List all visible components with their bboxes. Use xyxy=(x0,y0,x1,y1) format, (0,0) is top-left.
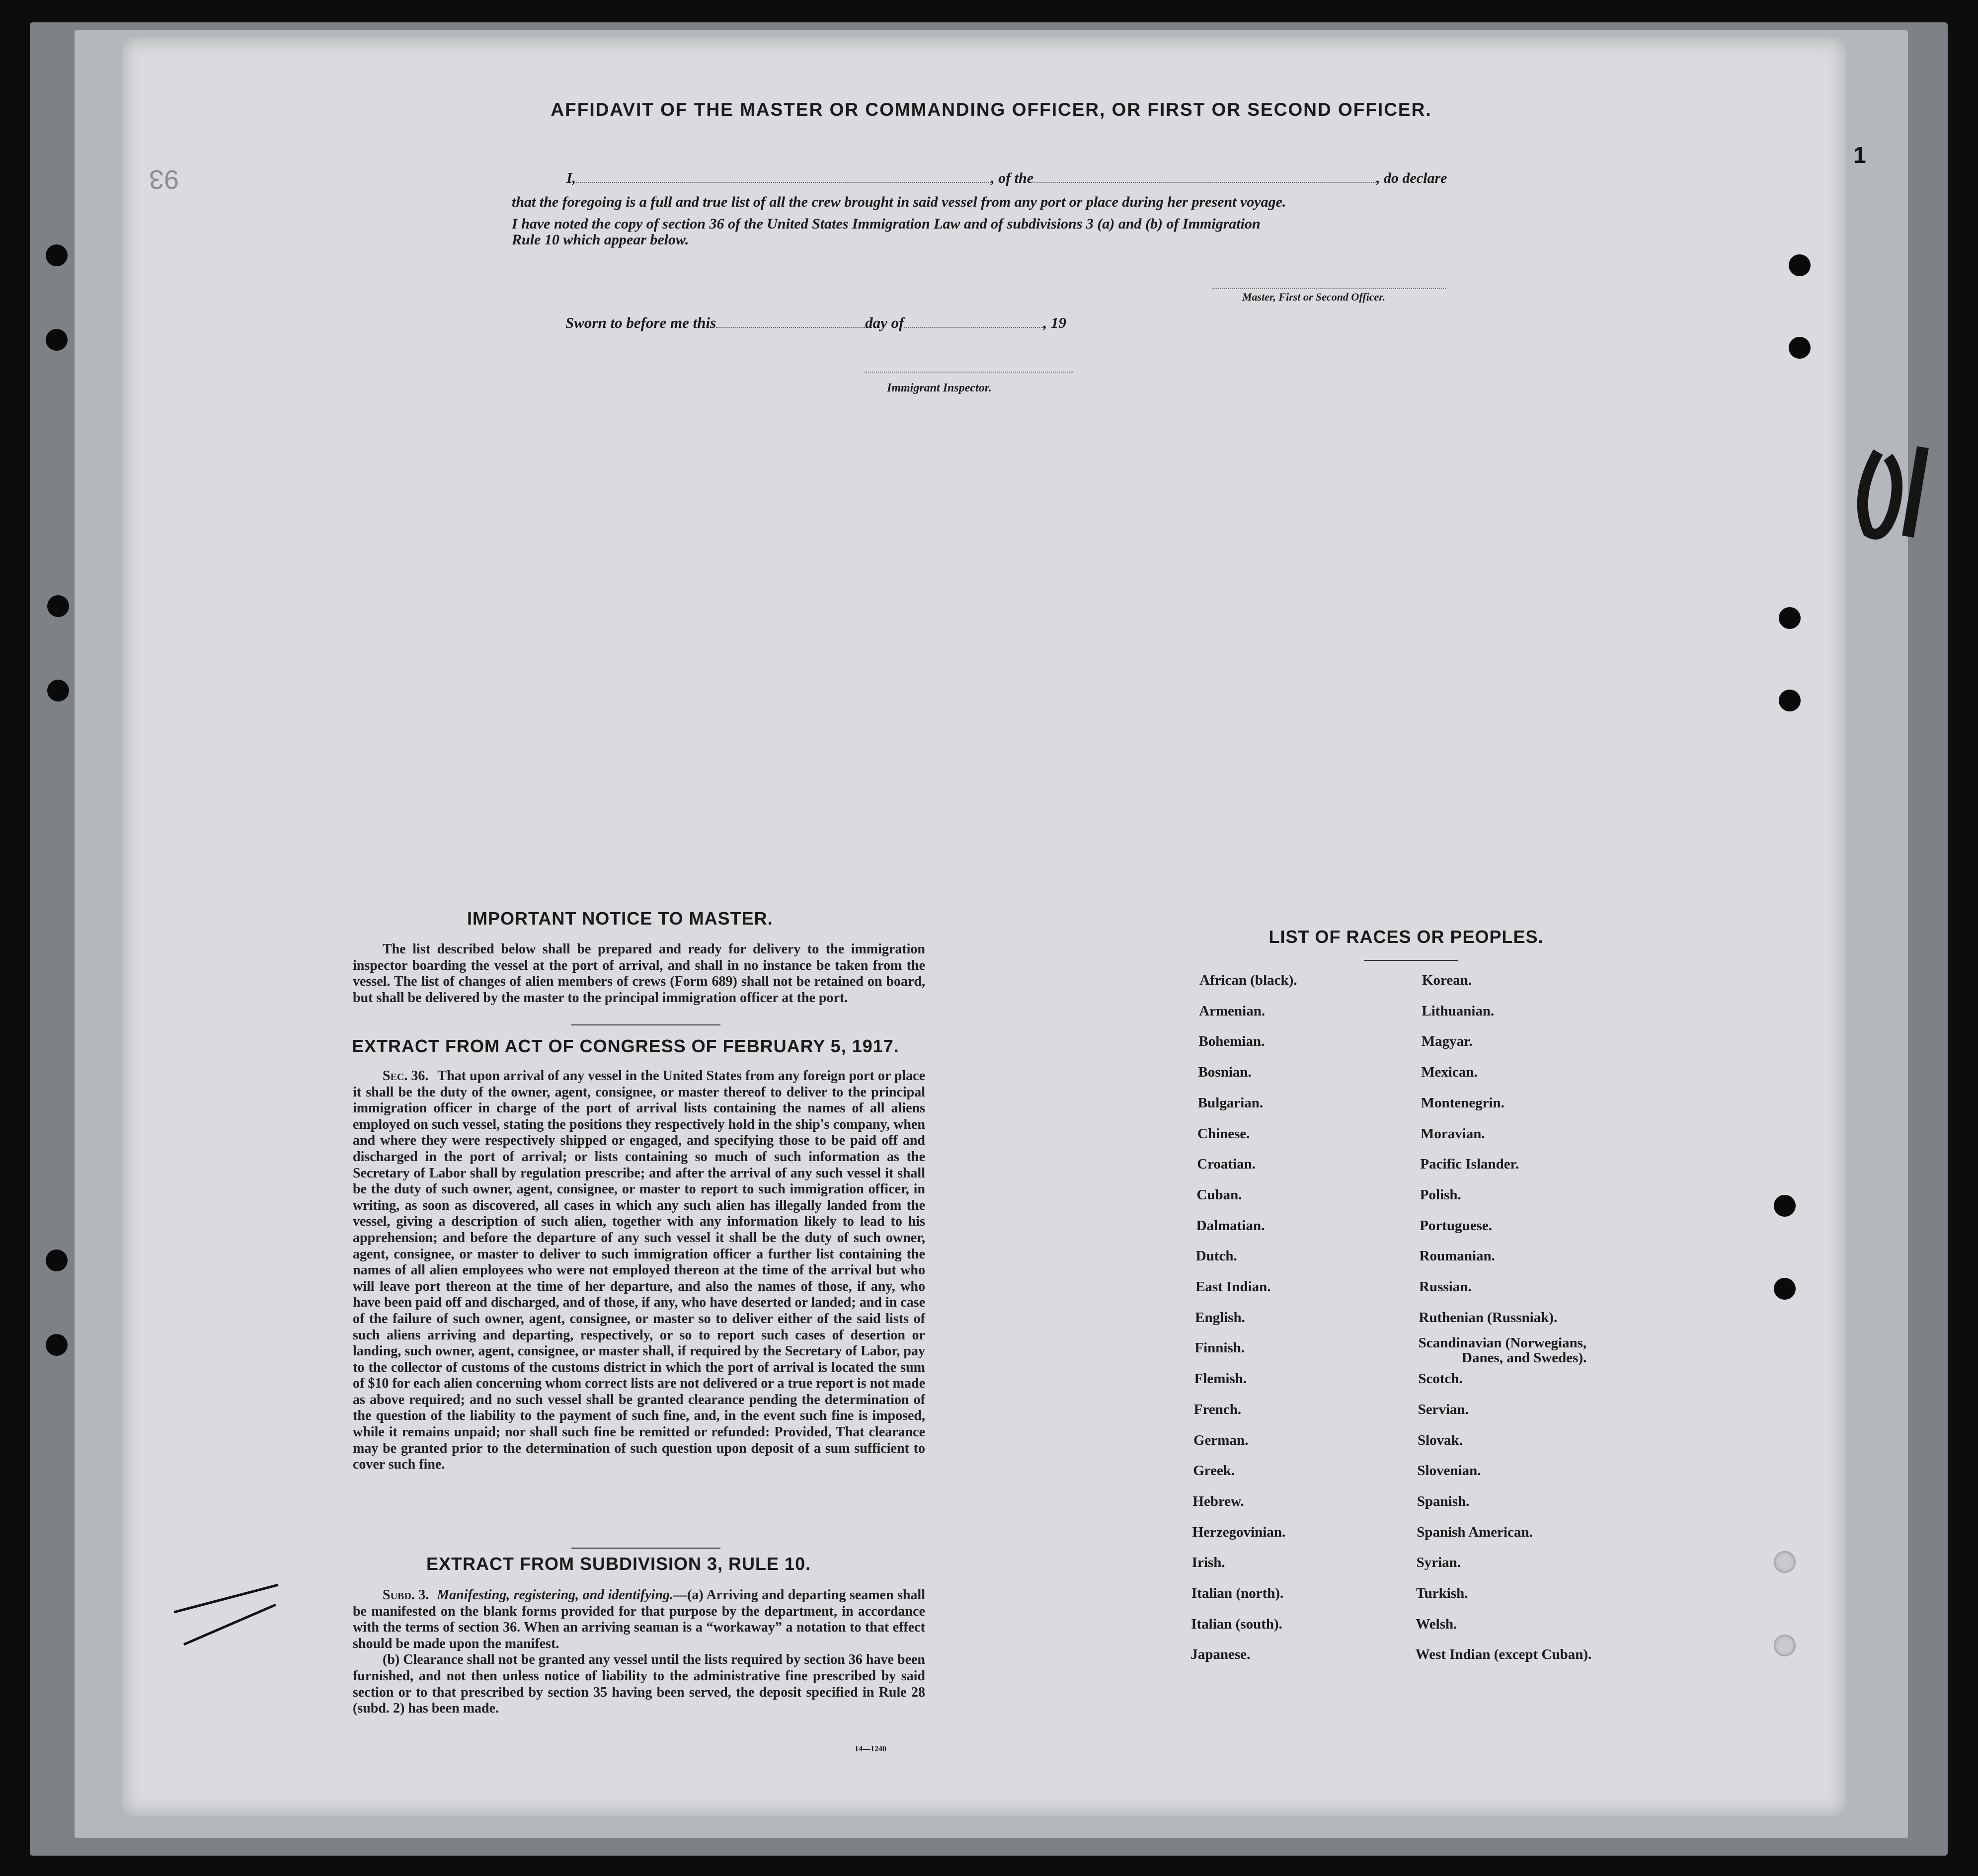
race-item: French. xyxy=(1193,1401,1242,1417)
race-item: African (black). xyxy=(1199,972,1297,988)
race-item: Slovenian. xyxy=(1417,1463,1481,1479)
binder-hole xyxy=(46,244,68,266)
race-item: Finnish. xyxy=(1194,1340,1245,1356)
race-item: Irish. xyxy=(1191,1555,1225,1571)
race-item: Syrian. xyxy=(1416,1555,1461,1571)
pen-strokes xyxy=(169,1575,288,1649)
inspector-signature-line[interactable] xyxy=(865,372,1073,373)
affidavit-line-2: that the foregoing is a full and true list of all the crew brought in said vessel from any port or place during her present voyage. xyxy=(512,194,1286,210)
race-item: Bulgarian. xyxy=(1197,1094,1264,1111)
day-blank[interactable] xyxy=(716,327,865,328)
affidavit-i: I, xyxy=(566,170,576,186)
affidavit-declaration-line xyxy=(566,170,1447,187)
binder-hole xyxy=(46,1250,68,1271)
race-item: Spanish. xyxy=(1417,1493,1470,1509)
race-item: Flemish. xyxy=(1194,1371,1247,1387)
race-item: Herzegovinian. xyxy=(1192,1524,1286,1540)
form-number: 14—1240 xyxy=(855,1745,886,1753)
race-item: Russian. xyxy=(1419,1279,1472,1295)
race-item-continuation: Danes, and Swedes). xyxy=(1462,1350,1587,1366)
race-item: Turkish. xyxy=(1416,1585,1468,1601)
race-item: Montenegrin. xyxy=(1421,1094,1504,1111)
race-item: Armenian. xyxy=(1199,1003,1266,1019)
race-item: English. xyxy=(1195,1309,1245,1326)
inspector-signature-label: Immigrant Inspector. xyxy=(887,382,992,394)
race-item: Dutch. xyxy=(1195,1248,1237,1264)
affidavit-title: AFFIDAVIT OF THE MASTER OR COMMANDING OFFICER, OR FIRST OR SECOND OFFICER. xyxy=(551,99,1432,120)
race-item: Pacific Islander. xyxy=(1420,1156,1519,1172)
act-text: That upon arrival of any vessel in the United States from any foreign port or place it shall be the duty of the owner, agent, consignee, or master thereof to deliver to the principal immigration officer in charge of the port of arrival lists containing the names of all aliens employed on such vessel, stating the positions they respectively hold in the ship's company, when and where they were respectively shipped or engaged, and specifying those to be paid off and discharged in the port of arrival; or lists containing so much of such information as the Secretary of Labor shall by regulation prescribe; and after the arrival of any such vessel it shall be the duty of such owner, agent, consignee, or master to report to such immigration officer, in writing, as soon as discovered, all cases in which any such alien has illegally landed from the vessel, giving a description of such alien, together with any information likely to lead to his apprehension; and before the departure of any such vessel it shall be the duty of such owner, agent, consignee, or master to deliver to such immigration officer a further list containing the names of all alien employees who were not employed thereon at the time of the arrival but who will leave port thereon at the time of her departure, and also the names of those, if any, who have been paid off and discharged, and of those, if any, who have deserted or landed; and in case of the failure of such owner, agent, consignee, or master so to deliver either of the said lists of such aliens arriving and departing, respectively, or so to report such cases of desertion or landing, such owner, agent, consignee, or master shall, if required by the Secretary of Labor, pay to the collector of customs of the customs district in which the port of arrival is located the sum of $10 for each alien concerning whom correct lists are not delivered or a true report is not made as above required; and no such vessel shall be granted clearance pending the determination of the question of the liability to the payment of such fine, and, in the event such fine is imposed, while it remains unpaid; nor shall such fine be remitted or refunded: Provided, That clearance may be granted prior to the determination of such question upon deposit of a sum sufficient to cover such fine. xyxy=(353,1068,926,1473)
race-item: Bohemian. xyxy=(1198,1033,1265,1050)
race-item: Welsh. xyxy=(1416,1616,1457,1632)
document-page xyxy=(122,37,1846,1816)
subd-label: Subd. 3. xyxy=(383,1587,429,1603)
race-item: Croatian. xyxy=(1197,1156,1256,1172)
name-blank[interactable] xyxy=(576,182,991,183)
notice-text: The list described below shall be prepared and ready for delivery to the immigration inspector boarding the vessel at the port of arrival, and shall in no instance be taken from the vessel. The list of changes of alien members of crews (Form 689) shall not be retained on board, but shall be delivered by the master to the principal immigration officer at the port. xyxy=(353,941,925,1006)
month-blank[interactable] xyxy=(904,327,1043,328)
binder-hole xyxy=(47,595,69,617)
race-item: Chinese. xyxy=(1197,1125,1250,1142)
race-item: Roumanian. xyxy=(1419,1248,1495,1264)
divider xyxy=(1364,960,1458,961)
race-item: Japanese. xyxy=(1190,1646,1251,1663)
notice-heading: IMPORTANT NOTICE TO MASTER. xyxy=(467,908,773,929)
rule-body xyxy=(353,1587,925,1717)
races-heading: LIST OF RACES OR PEOPLES. xyxy=(1268,927,1544,947)
master-signature-label: Master, First or Second Officer. xyxy=(1242,291,1386,303)
race-item: East Indian. xyxy=(1195,1279,1271,1295)
race-item: Italian (south). xyxy=(1191,1616,1282,1632)
binder-hole xyxy=(46,1334,68,1356)
race-item: Cuban. xyxy=(1196,1186,1242,1203)
binder-hole xyxy=(1779,690,1801,711)
race-item: Mexican. xyxy=(1421,1064,1478,1081)
binder-hole xyxy=(1774,1195,1796,1217)
notice-body xyxy=(353,941,925,1006)
affidavit-do-declare: , do declare xyxy=(1376,170,1447,186)
race-item: Italian (north). xyxy=(1191,1585,1284,1601)
race-item: Ruthenian (Russniak). xyxy=(1419,1309,1558,1326)
binder-hole xyxy=(1779,607,1801,629)
divider xyxy=(571,1024,720,1025)
rule-heading: EXTRACT FROM SUBDIVISION 3, RULE 10. xyxy=(426,1554,811,1574)
margin-digit: 1 xyxy=(1853,142,1866,168)
binder-hole xyxy=(1789,337,1811,359)
year-label: , 19 xyxy=(1043,314,1066,331)
day-of-label: day of xyxy=(865,314,904,331)
race-item: Servian. xyxy=(1418,1401,1469,1417)
act-body xyxy=(353,1068,925,1473)
race-item: Scandinavian (Norwegians, xyxy=(1418,1335,1587,1351)
race-item: Spanish American. xyxy=(1417,1524,1533,1540)
binder-hole xyxy=(47,680,69,702)
subd-para-a: —(a) Arriving and departing seamen shall be manifested on the blank forms provided for that purpose by the department, in accordance with the terms of section 36. When an arriving seaman is a “workaway” a notation to that effect should be made upon the manifest. xyxy=(353,1587,925,1651)
race-item: Scotch. xyxy=(1418,1371,1463,1387)
race-item: Polish. xyxy=(1420,1186,1461,1203)
race-item: Slovak. xyxy=(1418,1432,1463,1448)
sworn-line xyxy=(565,314,1066,332)
race-item: West Indian (except Cuban). xyxy=(1415,1646,1592,1663)
binder-hole xyxy=(1774,1551,1796,1573)
race-item: Portuguese. xyxy=(1420,1217,1492,1234)
race-item: Greek. xyxy=(1193,1463,1235,1479)
race-item: Korean. xyxy=(1422,972,1472,988)
race-item: German. xyxy=(1193,1432,1249,1448)
race-item: Bosnian. xyxy=(1198,1064,1252,1081)
race-item: Dalmatian. xyxy=(1196,1217,1265,1234)
subd-title: Manifesting, registering, and identifying. xyxy=(437,1587,674,1603)
affidavit-line-3: I have noted the copy of section 36 of the United States Immigration Law and of subdivisions 3 (a) and (b) of Immigration xyxy=(512,216,1261,232)
margin-page-number: 93 xyxy=(149,164,179,194)
act-heading: EXTRACT FROM ACT OF CONGRESS OF FEBRUARY 5, 1917. xyxy=(352,1036,899,1056)
affidavit-of-the: , of the xyxy=(991,170,1034,186)
subd-para-b: (b) Clearance shall not be granted any vessel until the lists required by section 36 have been furnished, and not then unless notice of liability to the administrative fine prescribed by said section or to that prescribed by section 35 having been served, the deposit specified in Rule 28 (subd. 2) has been made. xyxy=(353,1652,925,1717)
divider xyxy=(571,1548,720,1549)
race-item: Moravian. xyxy=(1421,1125,1485,1142)
vessel-blank[interactable] xyxy=(1033,182,1376,183)
sec-label: Sec. 36. xyxy=(383,1068,429,1084)
sworn-label: Sworn to before me this xyxy=(565,314,716,331)
race-item: Hebrew. xyxy=(1192,1493,1244,1509)
binder-hole xyxy=(1774,1635,1796,1656)
binder-hole xyxy=(46,329,68,351)
binder-hole xyxy=(1774,1278,1796,1300)
race-item: Magyar. xyxy=(1421,1033,1473,1050)
master-signature-line[interactable] xyxy=(1212,288,1446,289)
large-ink-mark xyxy=(1848,437,1943,547)
binder-hole xyxy=(1789,254,1811,276)
race-item: Lithuanian. xyxy=(1422,1003,1495,1019)
affidavit-line-4: Rule 10 which appear below. xyxy=(512,232,689,248)
